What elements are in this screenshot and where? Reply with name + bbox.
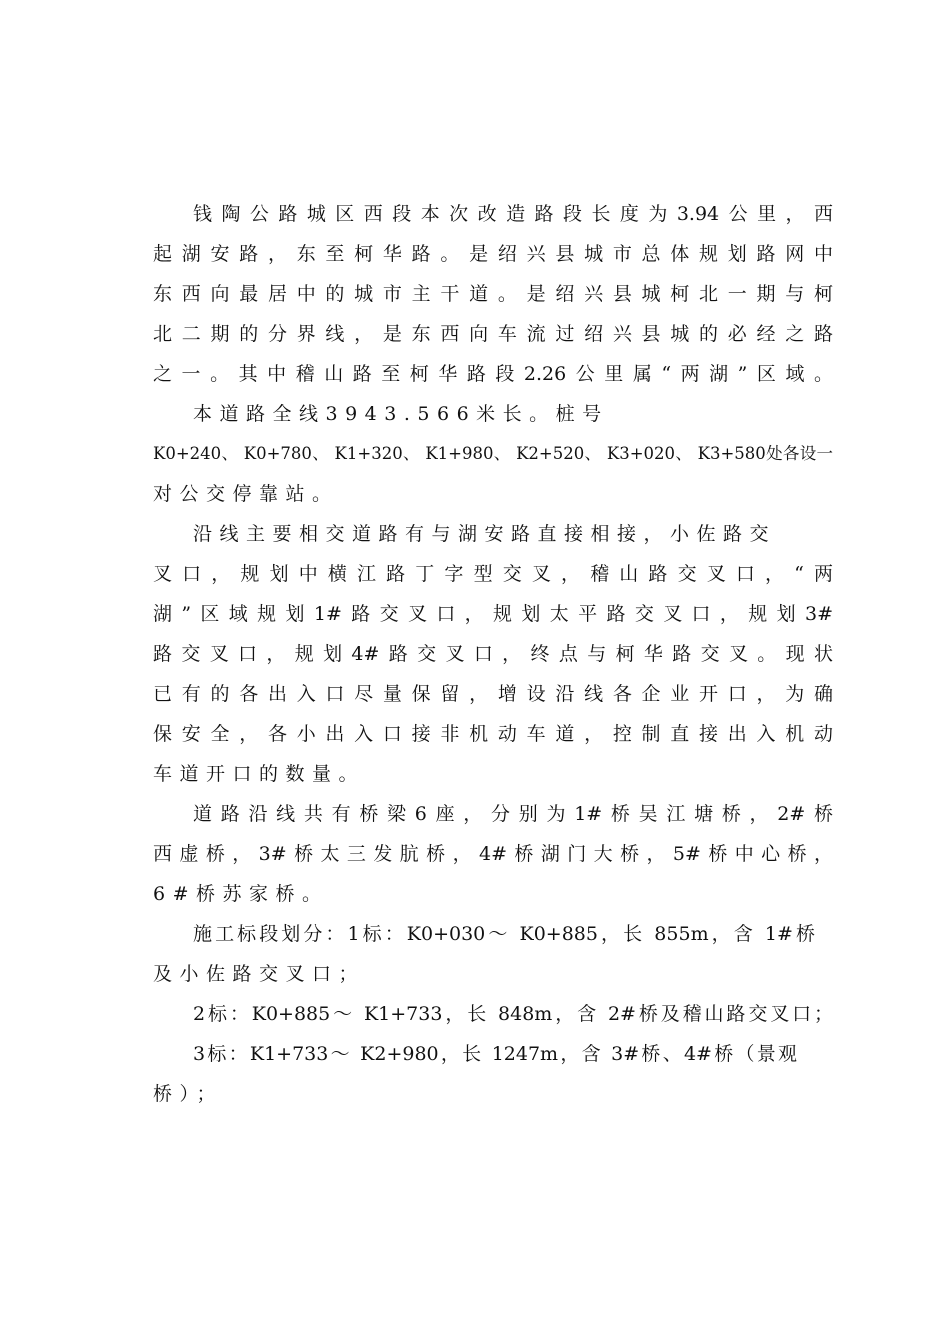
text-line-13: 已有的各出入口尽量保留，增设沿线各企业开口，为确: [153, 683, 833, 705]
text-line-10: 叉口，规划中横江路丁字型交叉，稽山路交叉口，“两: [153, 563, 833, 585]
text-line-17: 西虚桥，3#桥太三发肮桥，4#桥湖门大桥，5#桥中心桥，: [153, 843, 833, 865]
text-line-1: 钱陶公路城区西段本次改造路段长度为3.94公里，西: [193, 203, 833, 225]
text-line-23: 桥）；: [153, 1083, 224, 1105]
text-line-20: 及小佐路交叉口；: [153, 963, 366, 985]
text-line-21: 2标：K0+885～ K1+733，长 848m，含 2#桥及稽山路交叉口；: [193, 1003, 833, 1025]
text-line-7: K0+240、 K0+780、 K1+320、 K1+980、 K2+520、 K3+020、 K3+580处各设一: [153, 444, 833, 463]
text-line-19: 施工标段划分：1标：K0+030～ K0+885，长 855m，含 1#桥: [193, 923, 815, 945]
text-line-18: 6#桥苏家桥。: [153, 883, 329, 905]
text-line-2: 起湖安路，东至柯华路。是绍兴县城市总体规划路网中: [153, 243, 833, 265]
text-line-3: 东西向最居中的城市主干道。是绍兴县城柯北一期与柯: [153, 283, 833, 305]
text-line-22: 3标：K1+733～ K2+980，长 1247m，含 3#桥、4#桥（景观: [193, 1043, 797, 1065]
text-line-11: 湖”区域规划1#路交叉口，规划太平路交叉口，规划3#: [153, 603, 833, 625]
text-line-12: 路交叉口，规划4#路交叉口，终点与柯华路交叉。现状: [153, 643, 833, 665]
text-line-6: 本道路全线3943.566米长。桩号: [193, 403, 609, 425]
text-line-4: 北二期的分界线，是东西向车流过绍兴县城的必经之路: [153, 323, 833, 345]
text-line-9: 沿线主要相交道路有与湖安路直接相接，小佐路交: [193, 523, 777, 545]
text-line-14: 保安全，各小出入口接非机动车道，控制直接出入机动: [153, 723, 833, 745]
text-line-8: 对公交停靠站。: [153, 483, 339, 505]
text-line-16: 道路沿线共有桥梁6座，分别为1#桥吴江塘桥，2#桥: [193, 803, 833, 825]
text-line-5: 之一。其中稽山路至柯华路段2.26公里属“两湖”区域。: [153, 363, 833, 385]
text-line-15: 车道开口的数量。: [153, 763, 366, 785]
